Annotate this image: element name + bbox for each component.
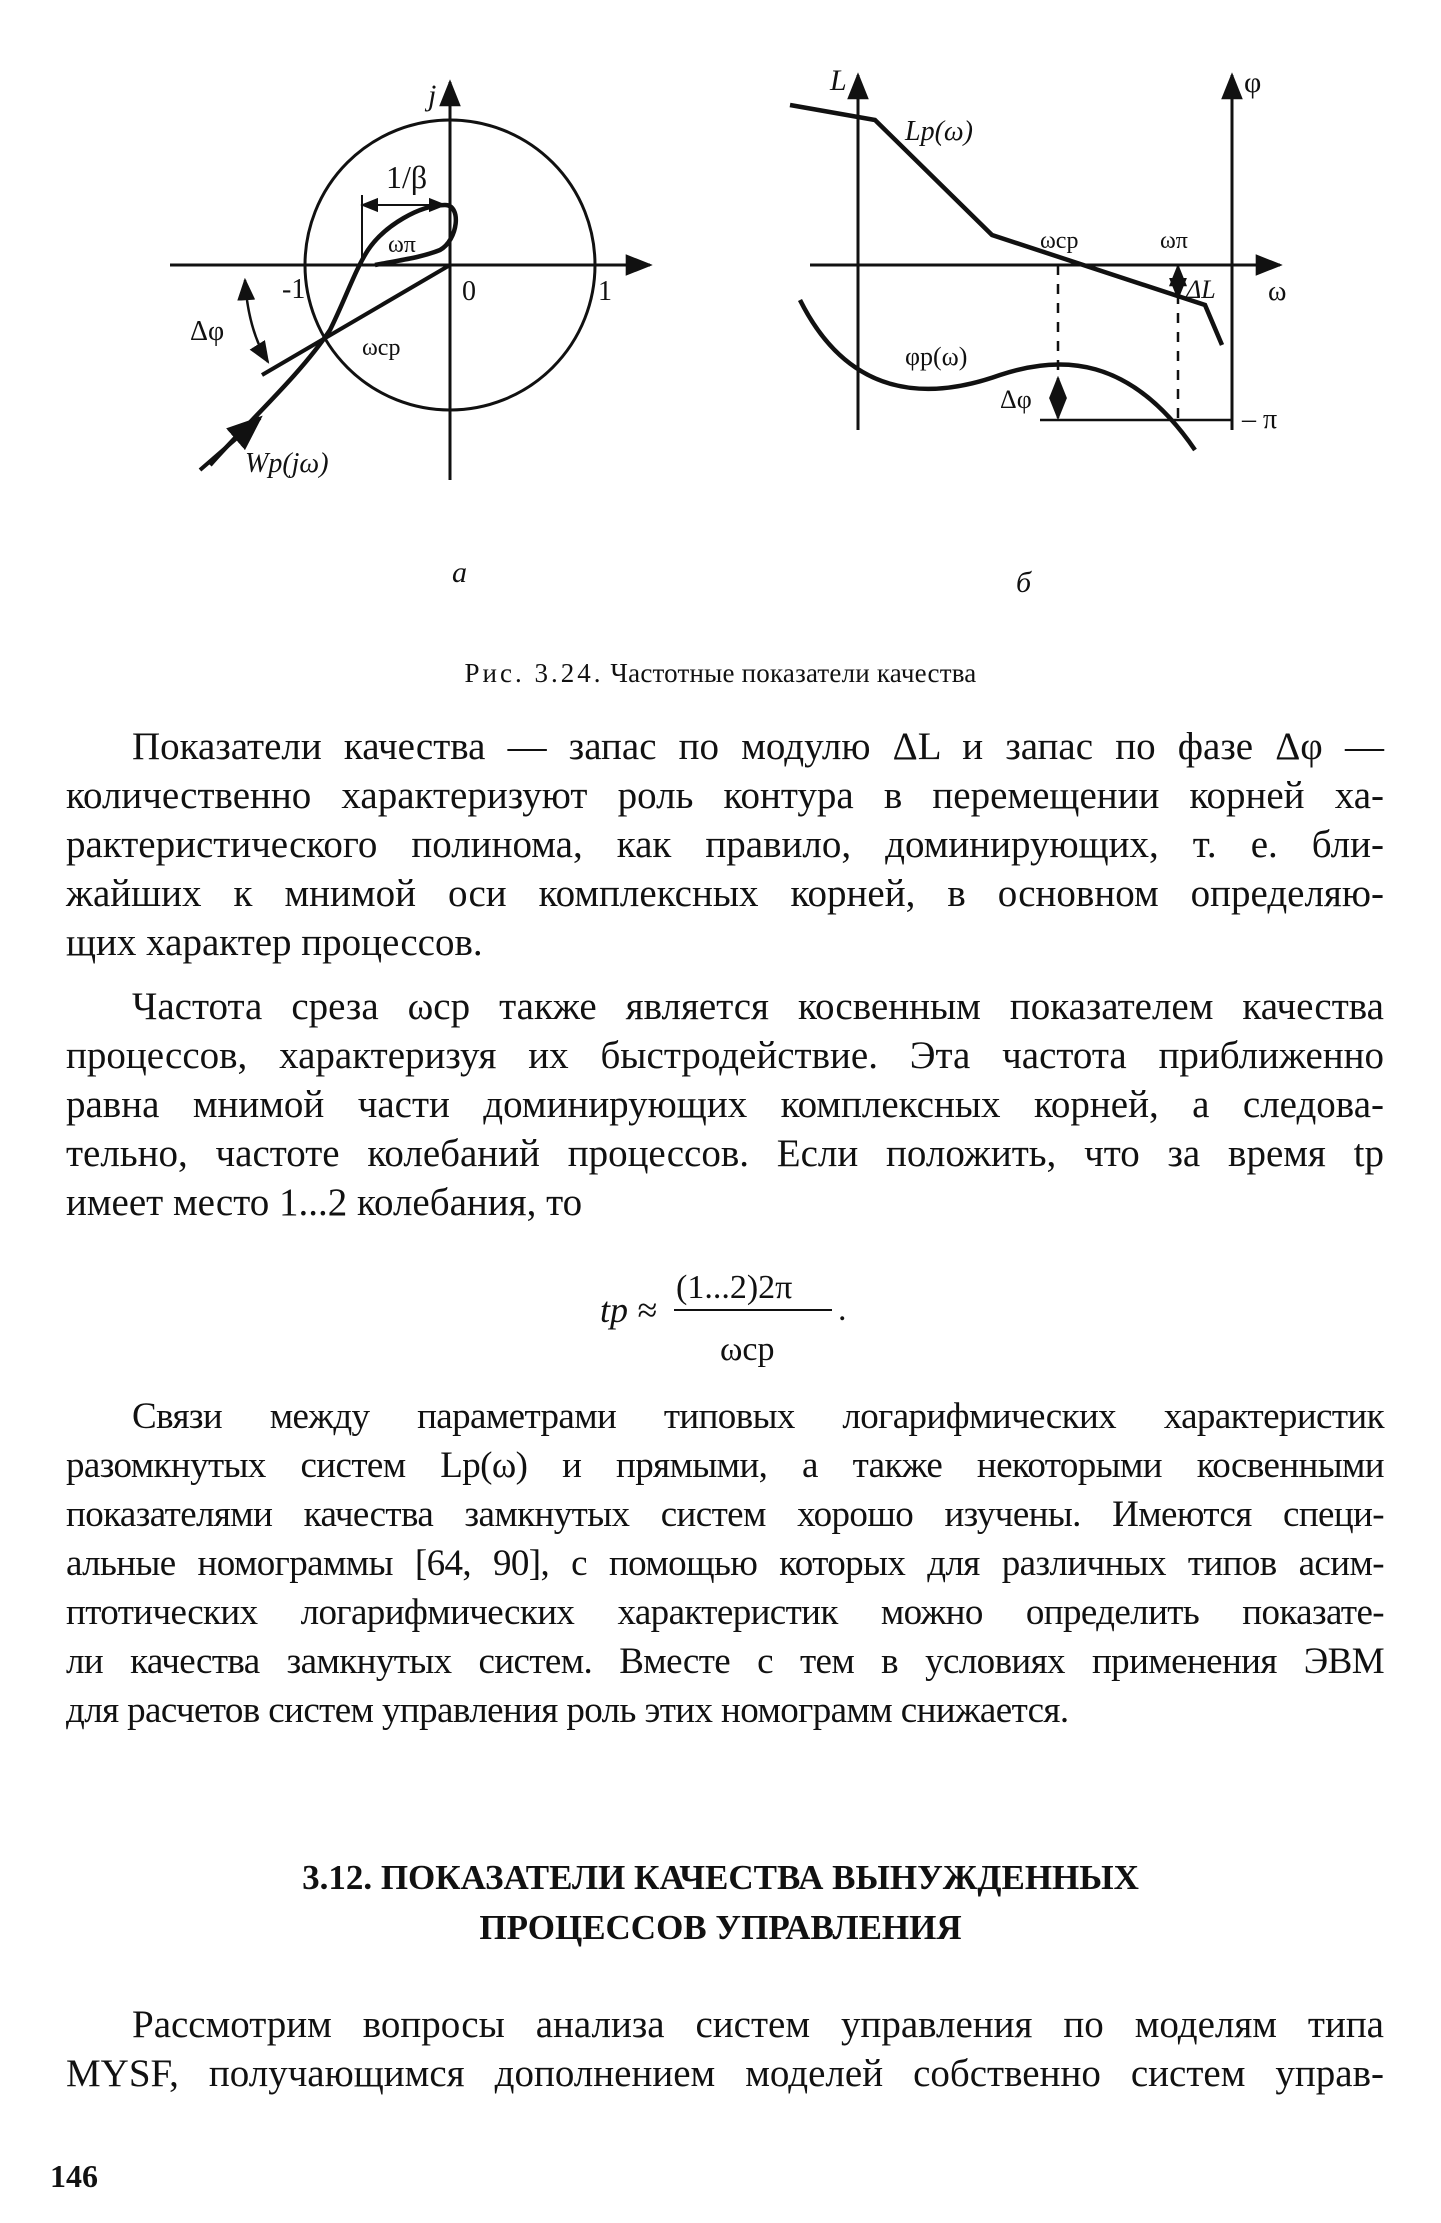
page-number: 146 (50, 2158, 98, 2194)
para2-line: тельно, частоте колебаний процессов. Если положить, что за время tр (66, 1132, 1384, 1175)
para2-line: процессов, характеризуя их быстродействие. Эта частота приближенно (66, 1034, 1384, 1077)
label-L: L (830, 64, 847, 97)
panel-letter-a: а (452, 556, 467, 589)
label-one: 1 (598, 276, 612, 307)
delta-phi-arc (245, 280, 268, 362)
para2-line: Частота среза ωср также является косвенным показателем качества (132, 985, 1384, 1028)
formula-lhs: tр ≈ (600, 1290, 657, 1330)
para3-line: разомкнутых систем Lр(ω) и прямыми, а также некоторыми косвенными (66, 1445, 1384, 1486)
Lp-curve (790, 105, 1222, 345)
label-j: j (428, 79, 437, 112)
panel-b-bode (790, 75, 1280, 450)
paragraph-nomograms (66, 1392, 1384, 1735)
formula-numerator: (1...2)2π (676, 1269, 793, 1306)
label-delta-L: ΔL (1186, 275, 1216, 304)
label-wp: Wр(jω) (245, 448, 329, 479)
caption-text: Частотные показатели качества (610, 658, 977, 688)
label-omega-axis: ω (1268, 276, 1287, 307)
label-minus-one: -1 (282, 274, 306, 305)
para1-line: жайших к мнимой оси комплексных корней, в основном определяю- (66, 872, 1384, 915)
figure-caption (0, 658, 1441, 689)
label-delta-phi-b: Δφ (1000, 385, 1032, 414)
heading-line-1: 3.12. ПОКАЗАТЕЛИ КАЧЕСТВА ВЫНУЖДЕННЫХ (302, 1858, 1139, 1897)
para3-line: ли качества замкнутых систем. Вместе с тем в условиях применения ЭВМ (66, 1641, 1384, 1682)
label-Lp: Lр(ω) (905, 116, 973, 147)
para3-line: птотических логарифмических характеристик можно определить показате- (66, 1592, 1384, 1633)
panel-a-nyquist (170, 82, 650, 480)
panel-letter-b: б (1016, 566, 1032, 599)
heading-line-2: ПРОЦЕССОВ УПРАВЛЕНИЯ (479, 1908, 962, 1947)
formula-dot: . (838, 1291, 847, 1328)
label-phi-p: φр(ω) (905, 342, 968, 371)
para1-line: количественно характеризуют роль контура в перемещении корней ха- (66, 774, 1384, 817)
para2-line: имеет место 1...2 колебания, то (66, 1181, 583, 1224)
label-phi: φ (1244, 66, 1262, 99)
para4-line: Рассмотрим вопросы анализа систем управления по моделям типа (132, 2003, 1384, 2046)
label-omega-pi-a: ωπ (388, 232, 416, 258)
label-delta-phi-a: Δφ (190, 316, 225, 347)
para3-line: для расчетов систем управления роль этих номограмм снижается. (66, 1690, 1069, 1731)
label-zero: 0 (462, 276, 476, 307)
paragraph-quality-margins (66, 722, 1384, 967)
caption-lead: Рис. 3.24. (464, 658, 604, 688)
label-beta: 1/β (386, 159, 428, 195)
para4-line: MYSF, получающимся дополнением моделей собственно систем управ- (66, 2052, 1384, 2095)
para3-line: альные номограммы [64, 90], с помощью которых для различных типов асим- (66, 1543, 1384, 1584)
formula-denominator: ωср (720, 1331, 775, 1368)
para2-line: равна мнимой части доминирующих комплексных корней, а следова- (66, 1083, 1384, 1126)
label-minus-pi: – π (1242, 404, 1278, 435)
label-omega-cp-a: ωср (362, 335, 401, 361)
para1-line: рактеристического полинома, как правило, доминирующих, т. е. бли- (66, 823, 1384, 866)
para3-line: показателями качества замкнутых систем хорошо изучены. Имеются специ- (66, 1494, 1384, 1535)
para3-line: Связи между параметрами типовых логарифмических характеристик (132, 1396, 1384, 1437)
paragraph-cutoff-frequency (66, 982, 1384, 1227)
para1-line: Показатели качества — запас по модулю ΔL и запас по фазе Δφ — (132, 725, 1384, 768)
label-omega-cp-b: ωср (1040, 228, 1079, 254)
formula-tp (600, 1260, 860, 1380)
label-omega-pi-b: ωπ (1160, 228, 1188, 254)
section-heading (0, 1853, 1441, 1953)
figure-3-24 (0, 0, 1441, 640)
paragraph-forced-processes (66, 2000, 1384, 2098)
para1-line: щих характер процессов. (66, 921, 483, 964)
